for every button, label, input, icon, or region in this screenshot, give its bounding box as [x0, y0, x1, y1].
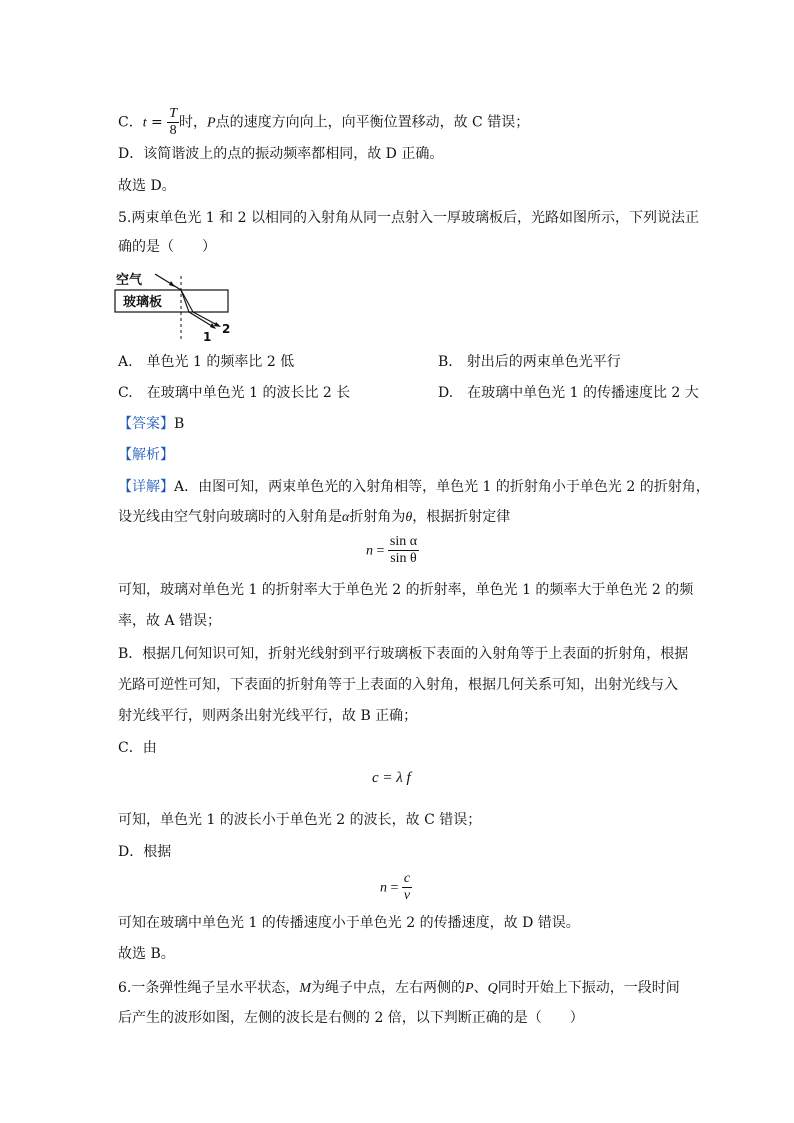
- q5-stem-line2: 确的是（ ）: [118, 239, 216, 255]
- var-alpha: α: [342, 510, 350, 525]
- q6-stem-line1: [118, 978, 680, 999]
- fraction-numerator: T: [169, 106, 178, 121]
- var-p: P: [465, 981, 474, 996]
- fraction-c-over-v: [402, 871, 412, 904]
- q5-option-d: D. 在玻璃中单色光 1 的传播速度比 2 大: [438, 385, 699, 401]
- equals-sign: =: [146, 114, 168, 131]
- answer-value: B: [174, 416, 185, 432]
- fraction-t-over-8: [167, 106, 179, 139]
- q5-stem-line1: 5.两束单色光 1 和 2 以相同的入射角从同一点射入一厚玻璃板后，光路如图所示，下列说法正: [118, 210, 699, 226]
- air-label: 空气: [116, 273, 143, 288]
- fraction-numerator: sin α: [389, 534, 418, 549]
- q5-detail-d-line1: D．根据: [118, 844, 172, 860]
- ray-2-label: 2: [222, 322, 231, 336]
- q5-detail-b-line3: 射光线平行，则两条出射光线平行，故 B 正确；: [118, 708, 418, 724]
- q5-option-b: B. 射出后的两束单色光平行: [438, 354, 621, 370]
- fraction-denominator: 8: [169, 123, 177, 138]
- fraction-denominator: sin θ: [390, 551, 417, 566]
- text-segment: 设光线由空气射向玻璃时的入射角是: [118, 509, 342, 525]
- formula-wave-speed: c = λ f: [372, 770, 411, 786]
- analysis-tag: 【解析】: [118, 447, 174, 463]
- text-segment: 为绳子中点，左右两侧的: [311, 980, 466, 996]
- text-segment: 折射角为: [349, 509, 406, 525]
- incident-arrow: [169, 281, 175, 287]
- equals-sign: =: [373, 543, 388, 559]
- var-m: M: [299, 981, 312, 996]
- q5-detail-d-line2: 可知在玻璃中单色光 1 的传播速度小于单色光 2 的传播速度，故 D 错误。: [118, 915, 580, 931]
- fraction-numerator: c: [403, 871, 411, 886]
- detail-tag: 【详解】: [118, 479, 174, 495]
- var-n: n: [380, 880, 387, 896]
- q5-detail-b-line2: 光路可逆性可知，下表面的折射角等于上表面的入射角，根据几何关系可知，出射光线与入: [118, 677, 678, 693]
- var-theta: θ: [405, 510, 413, 525]
- q5-analysis-heading: [118, 445, 174, 465]
- q4-option-c-analysis: [118, 106, 529, 139]
- q4-option-d-analysis: D．该简谐波上的点的振动频率都相同，故 D 正确。: [118, 146, 444, 162]
- q5-detail-a-line2: [118, 507, 510, 528]
- q5-detail-c-line2: 可知，单色光 1 的波长小于单色光 2 的波长，故 C 错误；: [118, 812, 482, 828]
- ray-2-inside: [181, 290, 193, 312]
- c-prefix: C．: [118, 114, 143, 131]
- answer-tag: 【答案】: [118, 416, 174, 432]
- var-t: t: [142, 115, 147, 131]
- incident-ray: [155, 274, 181, 290]
- q5-detail-b-line1: B．根据几何知识可知，折射光线射到平行玻璃板下表面的入射角等于上表面的折射角，根据: [118, 646, 689, 662]
- q6-stem-line2: 后产生的波形如图，左侧的波长是右侧的 2 倍，以下判断正确的是（ ）: [118, 1010, 584, 1026]
- q4-conclusion: 故选 D。: [118, 178, 176, 194]
- q5-detail-c-line1: C．由: [118, 740, 157, 756]
- text-segment: 点的速度方向向上，向平衡位置移动，故 C 错误；: [215, 114, 530, 131]
- text-segment: ，根据折射定律: [412, 509, 511, 525]
- q5-option-a: A. 单色光 1 的频率比 2 低: [118, 354, 295, 370]
- fraction-sin: [388, 534, 419, 567]
- text-segment: 6.一条弹性绳子呈水平状态，: [118, 980, 300, 996]
- var-n: n: [366, 543, 373, 559]
- glass-label: 玻璃板: [123, 295, 163, 310]
- q5-detail-a-line4: 率，故 A 错误；: [118, 613, 222, 629]
- q5-answer: [118, 414, 184, 434]
- ray-2-arrow: [214, 322, 221, 327]
- var-p: P: [207, 115, 216, 131]
- formula-snell-law: [366, 534, 419, 567]
- text-segment: 、: [473, 980, 488, 996]
- text-segment: 同时开始上下振动，一段时间: [497, 980, 680, 996]
- ray-1-label: 1: [203, 330, 212, 344]
- q5-detail-a-line1: [118, 477, 710, 497]
- equals-sign: =: [387, 880, 402, 896]
- fraction-denominator: v: [403, 888, 411, 903]
- q5-option-c: C. 在玻璃中单色光 1 的波长比 2 长: [118, 385, 351, 401]
- q5-conclusion: 故选 B。: [118, 946, 175, 962]
- formula-refractive-index: [380, 871, 412, 904]
- q5-figure: [113, 268, 243, 344]
- text-segment: A．由图可知，两束单色光的入射角相等，单色光 1 的折射角小于单色光 2 的折射角，: [174, 479, 710, 495]
- text-segment: 时，: [179, 114, 208, 131]
- q5-detail-a-line3: 可知，玻璃对单色光 1 的折射率大于单色光 2 的折射率，单色光 1 的频率大于单色光 2 的频: [118, 582, 694, 598]
- var-q: Q: [487, 981, 498, 996]
